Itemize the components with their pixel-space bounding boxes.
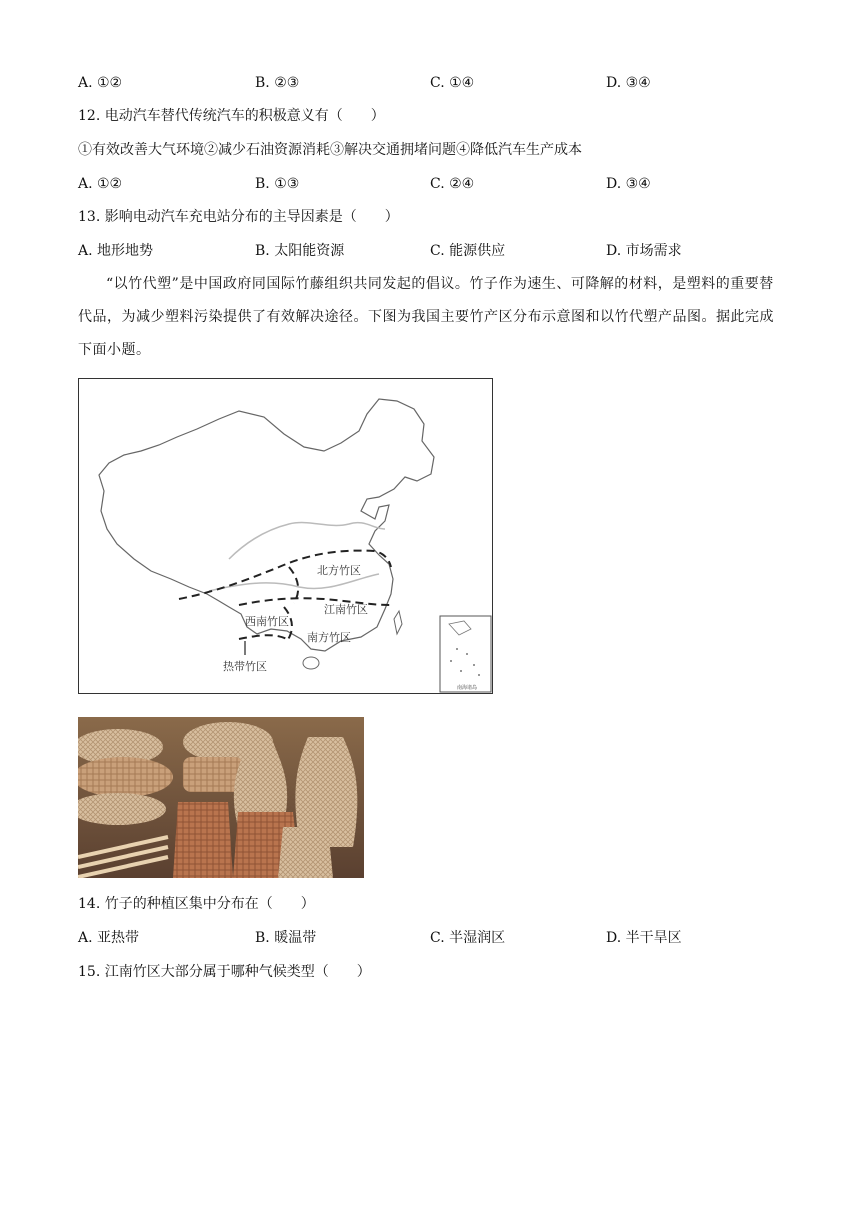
q15-stem: 15. 江南竹区大部分属于哪种气候类型（ ） <box>78 964 371 980</box>
q12-option-b[interactable]: B. ①③ <box>255 176 300 192</box>
q14-stem: 14. 竹子的种植区集中分布在（ ） <box>78 896 315 912</box>
q12-stem: 12. 电动汽车替代传统汽车的积极意义有（ ） <box>78 108 385 124</box>
q13-stem: 13. 影响电动汽车充电站分布的主导因素是（ ） <box>78 209 399 225</box>
label-tropical-bamboo: 热带竹区 <box>223 660 267 673</box>
label-jiangnan-bamboo: 江南竹区 <box>324 603 368 616</box>
basket-front-right <box>278 827 333 878</box>
label-south-bamboo: 南方竹区 <box>307 631 351 644</box>
taiwan-outline <box>394 611 402 634</box>
q11-option-d[interactable]: D. ③④ <box>606 75 651 91</box>
q14-option-c[interactable]: C. 半湿润区 <box>430 930 506 946</box>
q13-option-d[interactable]: D. 市场需求 <box>606 243 682 259</box>
q12-option-a[interactable]: A. ①② <box>78 176 123 192</box>
q13-option-c[interactable]: C. 能源供应 <box>430 243 506 259</box>
q12-option-c[interactable]: C. ②④ <box>430 176 475 192</box>
tropical-boundary <box>239 635 287 639</box>
china-outline-svg <box>79 379 492 693</box>
basket-front-left <box>173 802 233 878</box>
q11-option-a[interactable]: A. ①② <box>78 75 123 91</box>
q13-option-a[interactable]: A. 地形地势 <box>78 243 154 259</box>
yellow-river <box>229 523 385 559</box>
box-basket <box>183 757 243 792</box>
passage-text: “以竹代塑”是中国政府同国际竹藤组织共同发起的倡议。竹子作为速生、可降解的材料，是塑料的重要替代品，为减少塑料污染提供了有效解决途径。下图为我国主要竹产区分布示意图和以竹代塑产品图。据此完成下面小题。 <box>78 276 774 358</box>
q12-option-d[interactable]: D. ③④ <box>606 176 651 192</box>
q11-option-b[interactable]: B. ②③ <box>255 75 300 91</box>
q12-statements: ①有效改善大气环境②减少石油资源消耗③解决交通拥堵问题④降低汽车生产成本 <box>78 142 582 158</box>
q14-option-a[interactable]: A. 亚热带 <box>78 930 140 946</box>
south-china-sea-inset <box>440 616 491 692</box>
q14-option-d[interactable]: D. 半干旱区 <box>606 930 682 946</box>
hainan-outline <box>303 657 319 669</box>
jiangnan-south-boundary <box>239 598 391 605</box>
q14-option-b[interactable]: B. 暖温带 <box>255 930 317 946</box>
bamboo-products-photo <box>78 717 364 878</box>
q13-option-b[interactable]: B. 太阳能资源 <box>255 243 345 259</box>
china-border <box>99 399 434 651</box>
label-southwest-bamboo: 西南竹区 <box>245 615 289 628</box>
inset-label: 南海诸岛 <box>456 685 478 691</box>
q11-option-c[interactable]: C. ①④ <box>430 75 475 91</box>
label-north-bamboo: 北方竹区 <box>317 564 361 577</box>
bamboo-region-map <box>78 378 493 694</box>
bamboo-products-svg <box>78 717 364 878</box>
